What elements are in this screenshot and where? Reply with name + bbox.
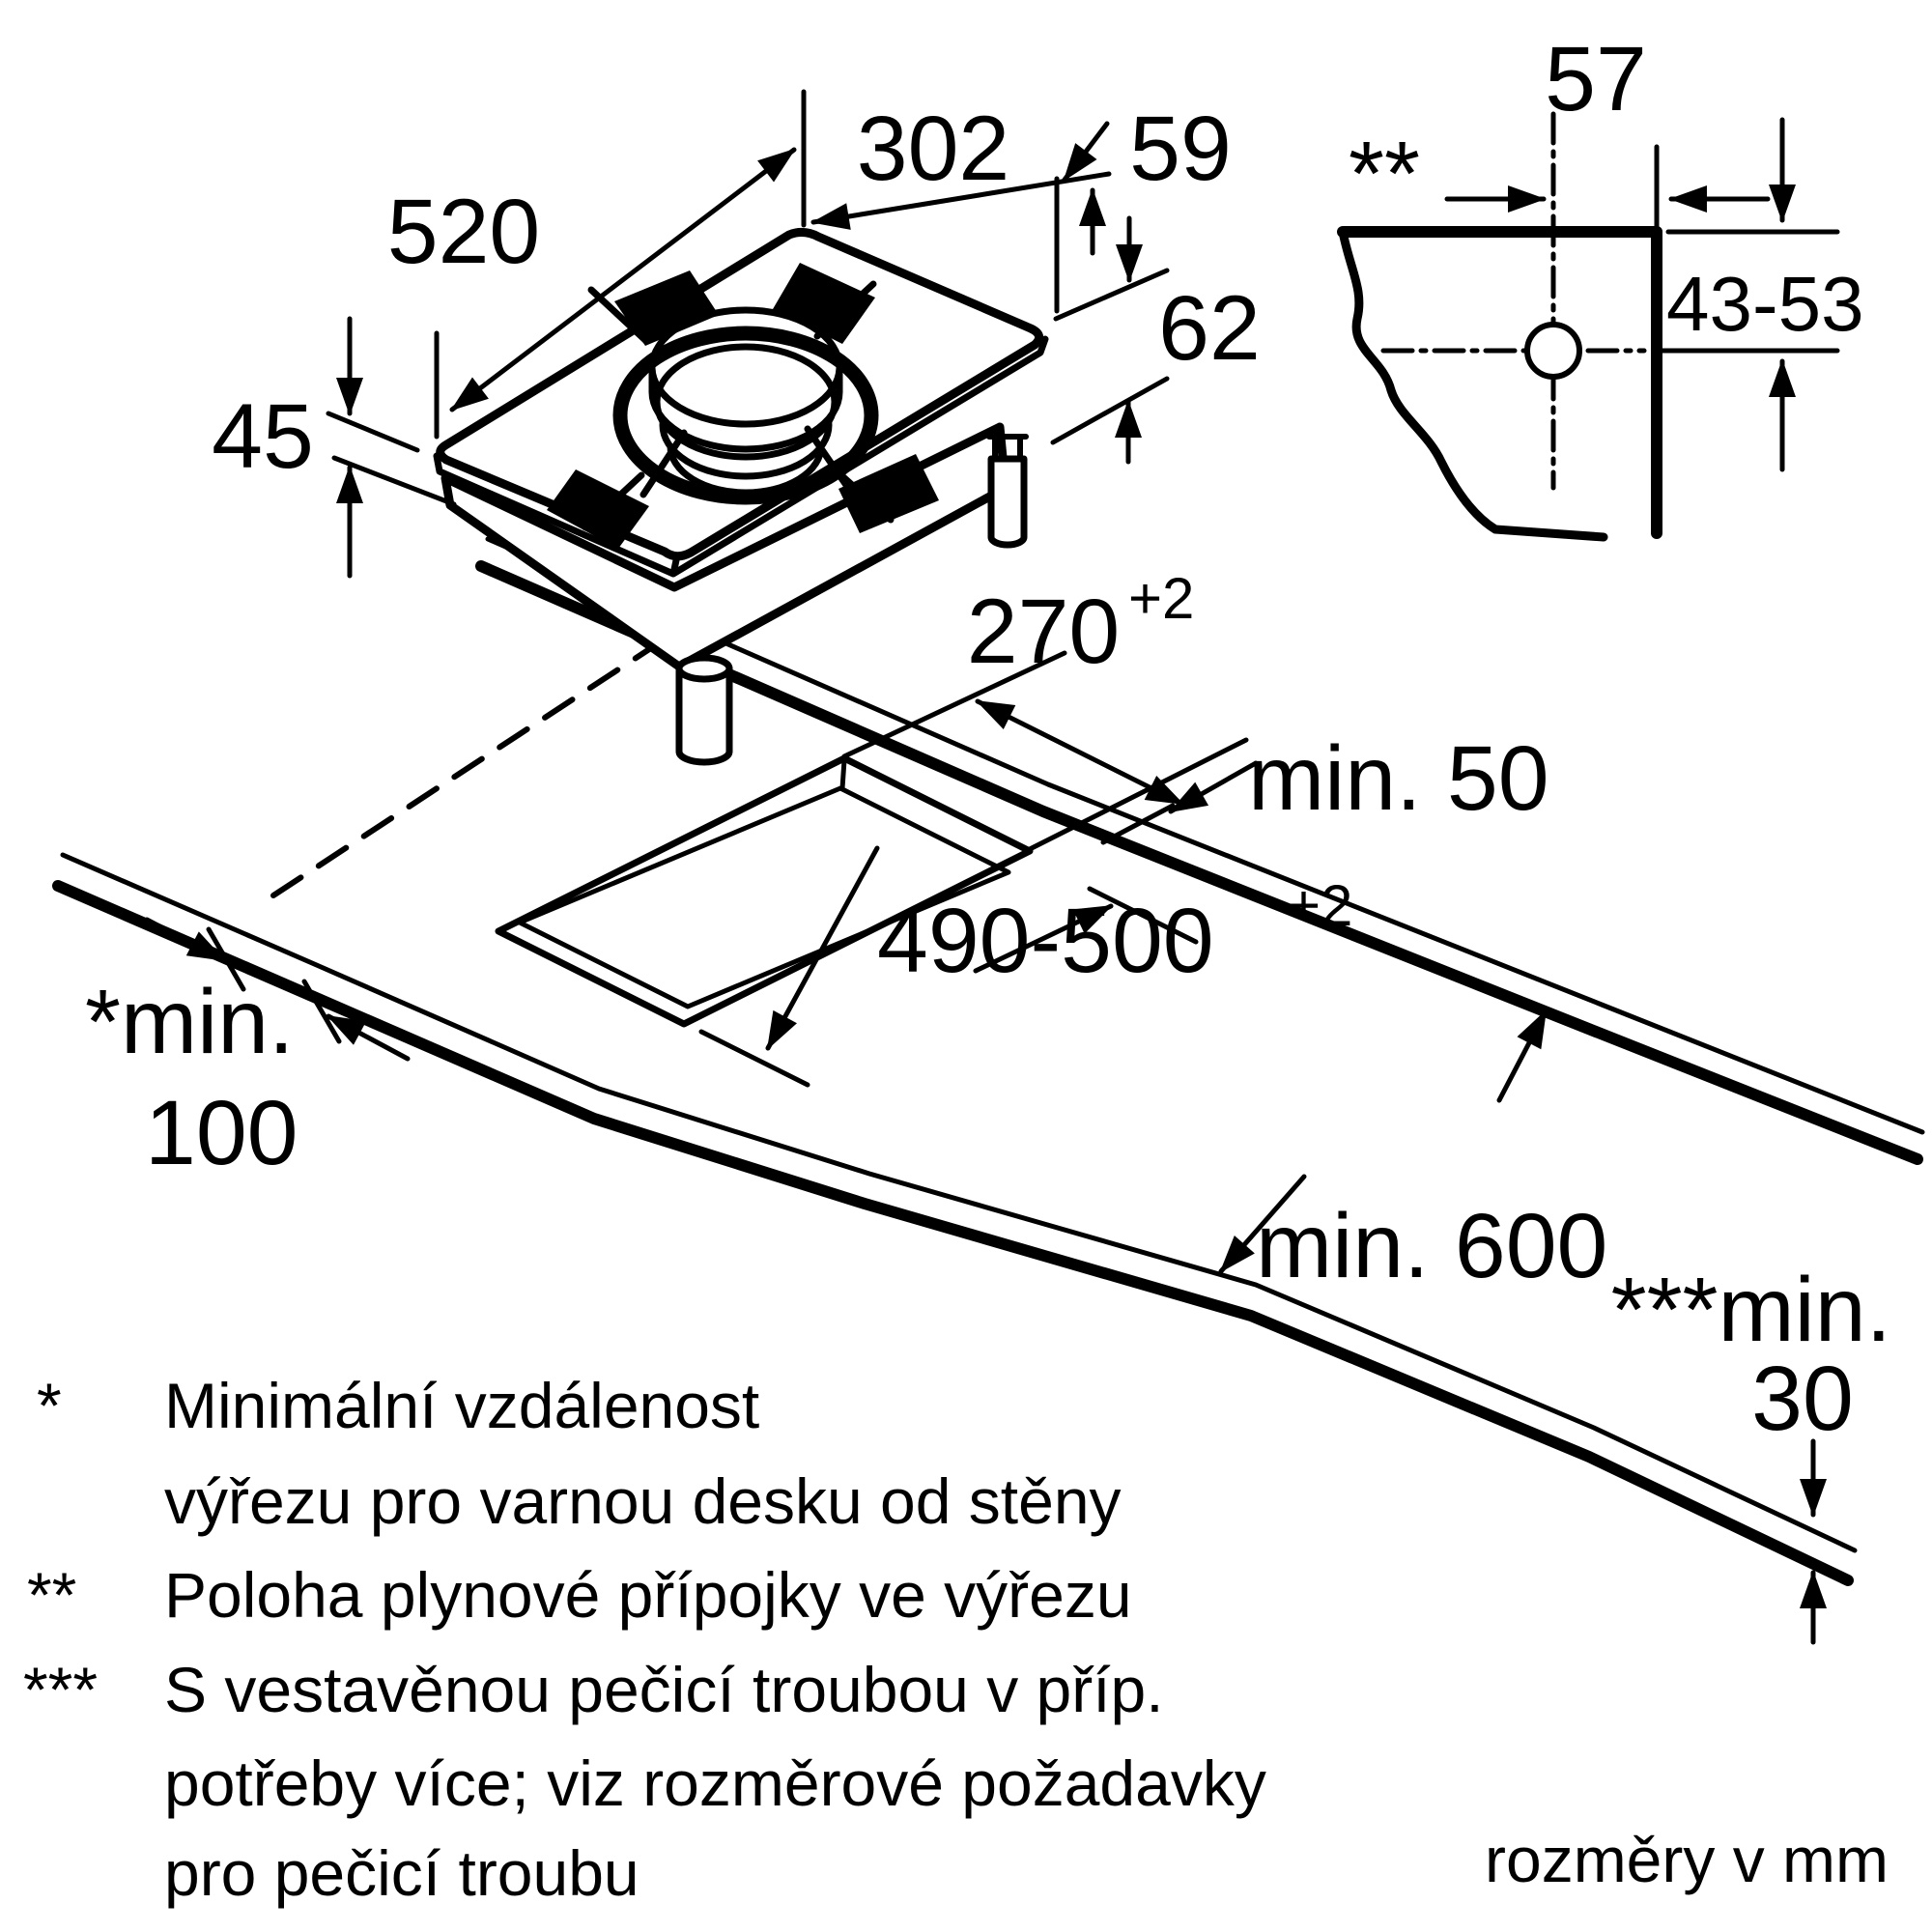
- cutout-depth-tick: [842, 760, 844, 788]
- label-min-50: min. 50: [1248, 727, 1549, 830]
- units-note: rozměry v mm: [1485, 1824, 1889, 1895]
- label-302: 302: [856, 98, 1010, 200]
- footnote-1-line-2: výřezu pro varnou desku od stěny: [164, 1465, 1122, 1537]
- label-520: 520: [386, 181, 541, 283]
- wall-projection-dashed-line: [273, 620, 694, 895]
- dim-build-in-height: [212, 319, 454, 576]
- dim-270-ext-e: [1030, 740, 1246, 849]
- label-min-30-value: 30: [1751, 1348, 1854, 1450]
- label-min-30-prefix: ***min.: [1610, 1259, 1891, 1361]
- footnote-2-line-1: Poloha plynové přípojky ve výřezu: [164, 1559, 1132, 1631]
- footnote-marker-3: ***: [23, 1654, 99, 1725]
- label-59: 59: [1129, 98, 1232, 200]
- gas-inlet-point: [1527, 325, 1579, 377]
- dim-59-ref-glass: [1056, 270, 1167, 319]
- footnote-marker-2: **: [27, 1559, 77, 1631]
- footnote-1-line-1: Minimální vzdálenost: [164, 1370, 760, 1441]
- label-min-side-value: 100: [145, 1082, 298, 1184]
- burner-tier-1: [657, 347, 835, 457]
- dim-600-arrow-back: [1499, 1011, 1546, 1100]
- footnotes: [23, 1370, 1889, 1909]
- dim-490-ext-s: [701, 1032, 808, 1085]
- dim-back-clearance: [1103, 727, 1549, 842]
- label-62: 62: [1158, 277, 1261, 380]
- footnote-3-line-3: pro pečicí troubu: [164, 1837, 639, 1909]
- label-min-600: min. 600: [1256, 1195, 1608, 1297]
- dim-270-line: [978, 701, 1182, 804]
- dim-62-ref-bottom: [1053, 379, 1167, 442]
- dim-side-clearance: [85, 920, 408, 1184]
- control-knob-top: [679, 658, 729, 679]
- label-490-500: 490-500: [877, 890, 1214, 992]
- label-45: 45: [212, 385, 314, 488]
- label-490-tolerance: +2: [1287, 873, 1353, 938]
- label-43-53: 43-53: [1666, 261, 1864, 347]
- label-57: 57: [1545, 28, 1647, 130]
- footnote-3-line-1: S vestavěnou pečicí troubou v příp.: [164, 1654, 1164, 1725]
- label-min-side: *min.: [85, 971, 295, 1073]
- dim-worktop-depth: [1221, 1011, 1607, 1297]
- gas-connection-detail: [1343, 28, 1864, 537]
- footnote-marker-1: *: [37, 1370, 62, 1441]
- detail-torn-edge: [1343, 232, 1604, 537]
- dim-45-tick-top: [328, 413, 417, 450]
- footnote-3-line-2: potřeby více; viz rozměrové požadavky: [164, 1747, 1266, 1819]
- gas-pipe: [991, 459, 1024, 545]
- control-knob-body: [679, 668, 729, 762]
- label-270-tolerance: +2: [1128, 566, 1195, 631]
- label-270: 270: [966, 581, 1121, 683]
- label-gas-ref-mark: **: [1349, 123, 1420, 225]
- dim-302-arrow-2: [1065, 124, 1107, 180]
